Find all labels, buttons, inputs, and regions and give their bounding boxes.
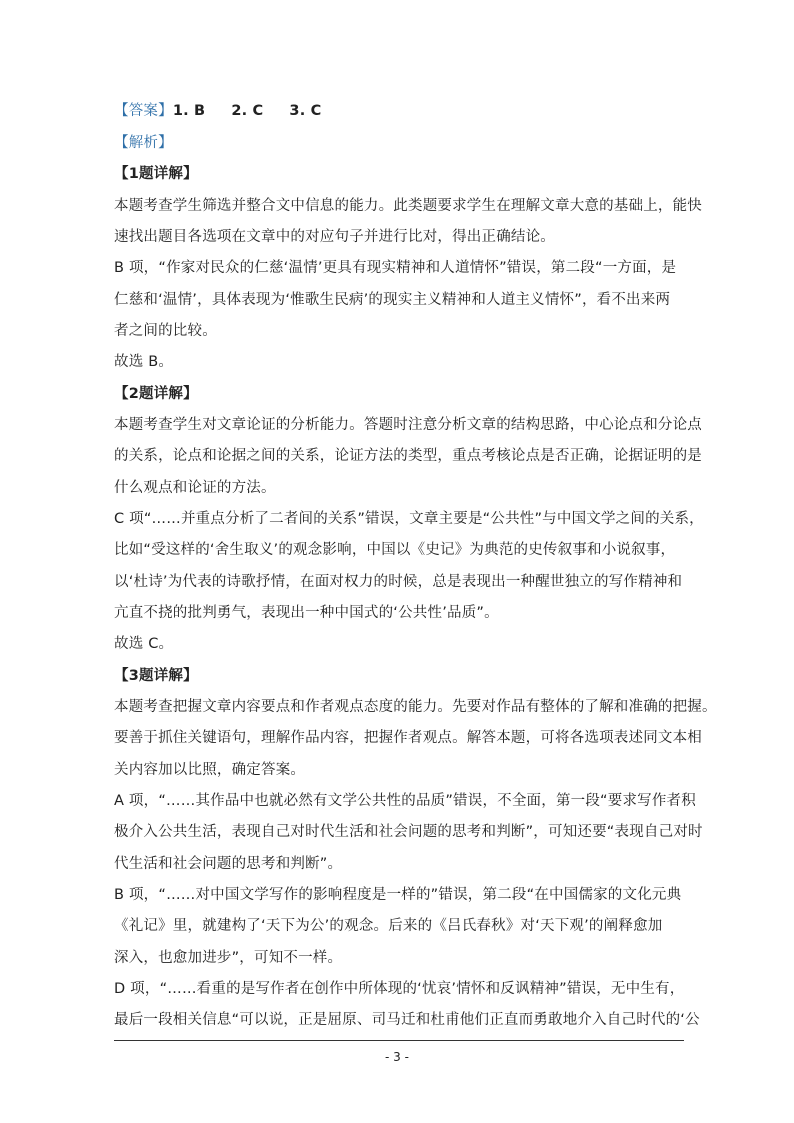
answer-item: 1. B <box>172 103 206 119</box>
q3-line: 深入，也愈加进步”，可知不一样。 <box>114 950 343 966</box>
q2-line: 以‘杜诗’为代表的诗歌抒情，在面对权力的时候，总是表现出一种醒世独立的写作精神和 <box>114 574 683 590</box>
q1-line: 仁慈和‘温情’，具体表现为‘惟歌生民病’的现实主义精神和人道主义情怀”，看不出来两 <box>114 292 671 308</box>
q2-line: 亢直不挠的批判勇气，表现出一种中国式的‘公共性’品质”。 <box>114 605 499 621</box>
q3-line: A 项，“……其作品中也就必然有文学公共性的品质”错误，不全面，第一段“要求写作者积 <box>114 793 696 809</box>
answer-tag: 【答案】 <box>114 103 173 119</box>
q2-line: 故选 C。 <box>114 636 174 652</box>
q1-heading: 【1题详解】 <box>114 166 198 182</box>
q3-line: 要善于抓住关键语句，理解作品内容，把握作者观点。解答本题，可将各选项表述同文本相 <box>114 730 702 746</box>
q2-line: C 项“……并重点分析了二者间的关系”错误，文章主要是“公共性”与中国文学之间的关系， <box>114 511 704 527</box>
q2-line: 的关系，论点和论据之间的关系，论证方法的类型，重点考核论点是否正确，论据证明的是 <box>114 448 702 464</box>
q3-heading: 【3题详解】 <box>114 668 198 684</box>
q3-line: 本题考查把握文章内容要点和作者观点态度的能力。先要对作品有整体的了解和准确的把握。 <box>114 699 717 715</box>
answer-item: 2. C <box>231 103 264 119</box>
answer-items <box>173 103 348 119</box>
q3-line: 关内容加以比照，确定答案。 <box>114 762 306 778</box>
q1-line: 本题考查学生筛选并整合文中信息的能力。此类题要求学生在理解文章大意的基础上，能快 <box>114 198 702 214</box>
q3-line: 极介入公共生活，表现自己对时代生活和社会问题的思考和判断”，可知还要“表现自己对时 <box>114 824 703 840</box>
q3-line: 《礼记》里，就建构了‘天下为公’的观念。后来的《吕氏春秋》对‘天下观’的阐释愈加 <box>114 918 663 934</box>
q2-heading: 【2题详解】 <box>114 386 198 402</box>
q1-line: 速找出题目各选项在文章中的对应句子并进行比对，得出正确结论。 <box>114 229 555 245</box>
page-number: - 3 - <box>385 1050 409 1064</box>
q2-line: 什么观点和论证的方法。 <box>114 480 276 496</box>
analysis-tag: 【解析】 <box>114 135 173 151</box>
footer-rule <box>114 1040 684 1041</box>
q1-line: B 项，“作家对民众的仁慈‘温情’更具有现实精神和人道情怀”错误，第二段“一方面，是 <box>114 260 677 276</box>
q3-line: 代生活和社会问题的思考和判断”。 <box>114 856 343 872</box>
q3-line: B 项，“……对中国文学写作的影响程度是一样的”错误，第二段“在中国儒家的文化元典 <box>114 887 682 903</box>
q1-line: 故选 B。 <box>114 354 174 370</box>
q3-line: D 项，“……看重的是写作者在创作中所体现的‘忧哀’情怀和反讽精神”错误，无中生有， <box>114 981 685 997</box>
q3-line: 最后一段相关信息“可以说，正是屈原、司马迁和杜甫他们正直而勇敢地介入自己时代的‘公 <box>114 1012 700 1028</box>
q2-line: 本题考查学生对文章论证的分析能力。答题时注意分析文章的结构思路，中心论点和分论点 <box>114 417 702 433</box>
answer-line <box>114 101 684 121</box>
q2-line: 比如“受这样的‘舍生取义’的观念影响，中国以《史记》为典范的史传叙事和小说叙事， <box>114 542 676 558</box>
answer-item: 3. C <box>289 103 322 119</box>
q1-line: 者之间的比较。 <box>114 323 217 339</box>
